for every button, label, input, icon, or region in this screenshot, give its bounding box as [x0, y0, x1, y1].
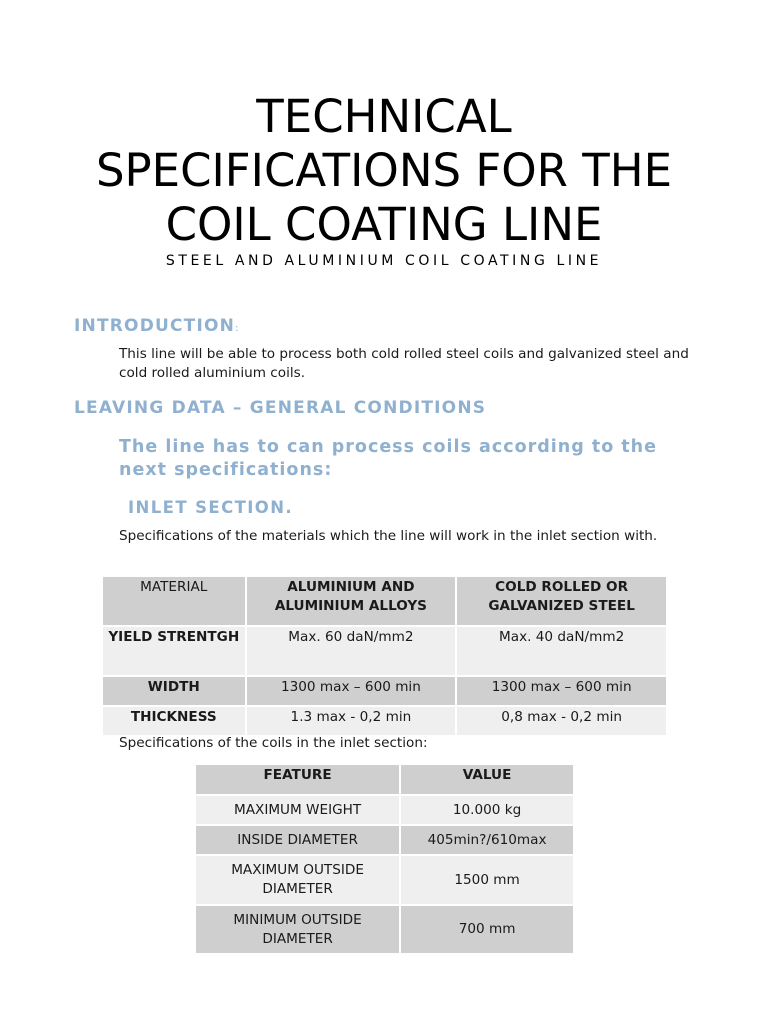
title-line-2: SPECIFICATIONS FOR THE	[95, 144, 673, 197]
materials-row-label: THICKNESS	[102, 706, 246, 736]
document-subtitle: STEEL AND ALUMINIUM COIL COATING LINE	[165, 253, 603, 269]
table-row	[195, 905, 574, 954]
introduction-text: This line will be able to process both cold rolled steel coils and galvanized steel and cold rolled aluminium coils.	[119, 346, 689, 381]
table-row	[102, 706, 667, 736]
title-line-3: COIL COATING LINE	[165, 198, 603, 251]
leaving-data-subheading: The line has to can process coils according to the next specifications:	[119, 437, 658, 480]
table-row	[195, 795, 574, 825]
materials-intro-text: Specifications of the materials which the line will work in the inlet section with.	[119, 528, 658, 544]
title-line-1: TECHNICAL	[256, 90, 512, 143]
introduction-heading-colon: :	[235, 323, 240, 334]
materials-cell: 1.3 max - 0,2 min	[246, 706, 457, 736]
coils-value-cell: 1500 mm	[400, 855, 574, 905]
introduction-heading	[74, 316, 240, 336]
materials-cell: Max. 40 daN/mm2	[456, 626, 667, 676]
materials-table-header-row	[102, 576, 667, 626]
coils-table	[194, 763, 575, 955]
coils-value-cell: 700 mm	[400, 905, 574, 954]
document-title	[0, 90, 768, 252]
coils-intro-text: Specifications of the coils in the inlet section:	[119, 735, 428, 751]
materials-row-label: YIELD STRENTGH	[102, 626, 246, 676]
coils-feature-cell: MAXIMUM WEIGHT	[195, 795, 400, 825]
introduction-heading-text: INTRODUCTION	[74, 316, 236, 336]
coils-feature-cell: MAXIMUM OUTSIDE DIAMETER	[195, 855, 400, 905]
coils-value-cell: 10.000 kg	[400, 795, 574, 825]
materials-row-label: WIDTH	[102, 676, 246, 706]
materials-cell: Max. 60 daN/mm2	[246, 626, 457, 676]
coils-table-header-row	[195, 764, 574, 795]
materials-cell: 1300 max – 600 min	[246, 676, 457, 706]
materials-header-aluminium: ALUMINIUM AND ALUMINIUM ALLOYS	[246, 576, 457, 626]
coils-header-feature: FEATURE	[195, 764, 400, 795]
leaving-data-heading: LEAVING DATA – GENERAL CONDITIONS	[74, 398, 487, 418]
coils-header-value: VALUE	[400, 764, 574, 795]
table-row	[195, 825, 574, 855]
table-row	[102, 676, 667, 706]
materials-header-material: MATERIAL	[102, 576, 246, 626]
table-row	[102, 626, 667, 676]
coils-feature-cell: MINIMUM OUTSIDE DIAMETER	[195, 905, 400, 954]
inlet-section-heading: INLET SECTION.	[128, 498, 294, 517]
materials-table	[101, 575, 668, 737]
materials-cell: 0,8 max - 0,2 min	[456, 706, 667, 736]
coils-value-cell: 405min?/610max	[400, 825, 574, 855]
materials-header-steel: COLD ROLLED OR GALVANIZED STEEL	[456, 576, 667, 626]
materials-cell: 1300 max – 600 min	[456, 676, 667, 706]
table-row	[195, 855, 574, 905]
coils-feature-cell: INSIDE DIAMETER	[195, 825, 400, 855]
